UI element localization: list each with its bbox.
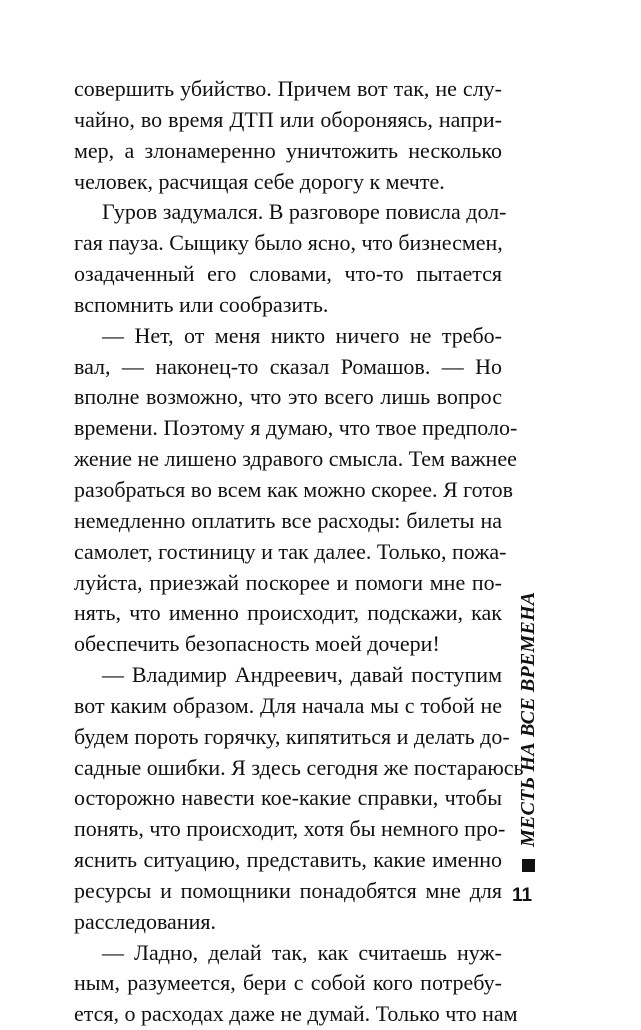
text-line: вал, — наконец-то сказал Ромашов. — Но xyxy=(74,353,502,379)
text-line: вот каким образом. Для начала мы с тобой не xyxy=(74,692,502,718)
running-head-title: МЕСТЬ НА ВСЕ ВРЕМЕНА xyxy=(517,591,539,847)
paragraph xyxy=(74,74,502,197)
text-line: — Ладно, делай так, как считаешь нуж- xyxy=(102,939,502,965)
text-line: немедленно оплатить все расходы: билеты на xyxy=(74,507,502,533)
text-line: разобраться во всем как можно скорее. Я готов xyxy=(74,476,514,502)
text-line: жение не лишено здравого смысла. Тем важнее xyxy=(74,446,517,472)
page-number: 11 xyxy=(512,885,533,906)
text-line: — Владимир Андреевич, давай поступим xyxy=(102,662,502,688)
text-line: Гуров задумался. В разговоре повисла дол- xyxy=(102,199,507,225)
text-line: вспомнить или сообразить. xyxy=(74,291,329,317)
text-line: садные ошибки. Я здесь сегодня же постараюсь xyxy=(74,754,524,780)
text-line: гая пауза. Сыщику было ясно, что бизнесмен, xyxy=(74,230,503,256)
paragraph xyxy=(74,321,518,660)
paragraph xyxy=(74,938,518,1030)
text-line: расследования. xyxy=(74,908,216,934)
text-line: нять, что именно происходит, подскажи, как xyxy=(74,600,502,626)
paragraph xyxy=(74,197,507,320)
text-line: — Нет, от меня никто ничего не требо- xyxy=(102,322,502,348)
text-line: ным, разумеется, бери с собой кого потребу- xyxy=(74,970,502,996)
text-line: луйста, приезжай поскорее и помоги мне по- xyxy=(74,569,502,595)
text-line: яснить ситуацию, представить, какие именно xyxy=(74,847,502,873)
text-line: озадаченный его словами, что-то пытается xyxy=(74,261,502,287)
square-bullet-icon xyxy=(522,859,535,872)
running-head xyxy=(517,592,540,872)
text-line: ется, о расходах даже не думай. Только что нам xyxy=(74,1001,518,1027)
text-line: чайно, во время ДТП или обороняясь, напри- xyxy=(74,106,502,132)
text-line: времени. Поэтому я думаю, что твое предполо- xyxy=(74,415,518,441)
text-line: совершить убийство. Причем вот так, не слу- xyxy=(74,76,502,101)
text-line: обеспечить безопасность моей дочери! xyxy=(74,631,440,657)
text-line: человек, расчищая себе дорогу к мечте. xyxy=(74,168,445,194)
text-line: понять, что происходит, хотя бы немного про- xyxy=(74,816,506,842)
text-line: будем пороть горячку, кипятиться и делать до- xyxy=(74,723,510,749)
text-line: ресурсы и помощники понадобятся мне для xyxy=(74,877,502,903)
text-line: самолет, гостиницу и так далее. Только, пожа- xyxy=(74,538,507,564)
text-line: вполне возможно, что это всего лишь вопрос xyxy=(74,384,502,410)
text-line: мер, а злонамеренно уничтожить несколько xyxy=(74,137,502,163)
text-line: осторожно навести кое-какие справки, чтобы xyxy=(74,785,502,811)
